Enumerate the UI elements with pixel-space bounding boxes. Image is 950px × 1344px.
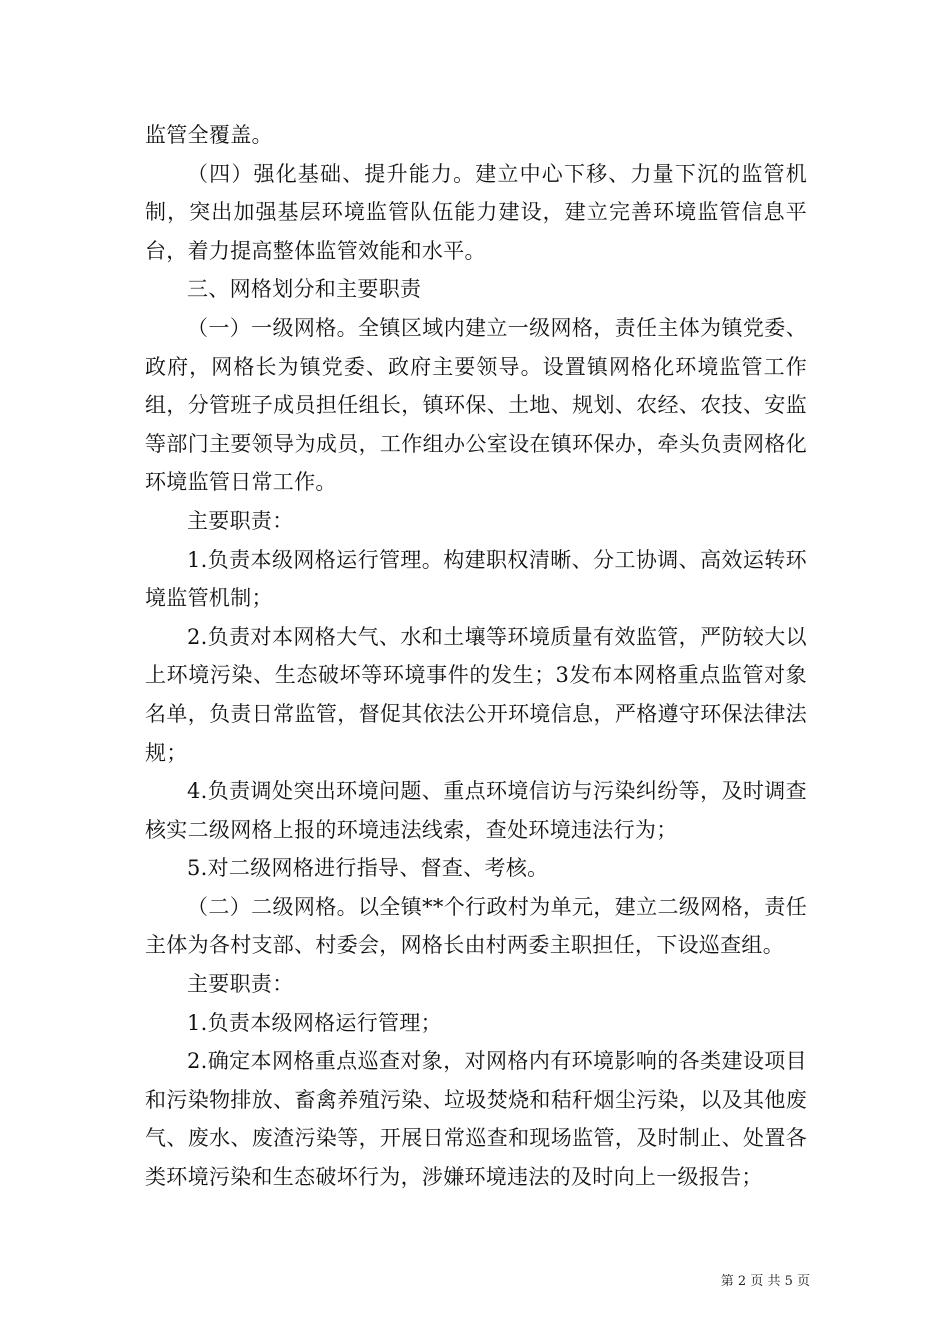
paragraph-level-one-grid: （一）一级网格。全镇区域内建立一级网格，责任主体为镇党委、政府，网格长为镇党委、政府主要领导。设置镇网格化环境监管工作组，分管班子成员担任组长，镇环保、土地、规划、农经、农技、安监等部门主要领导为成员，工作组办公室设在镇环保办，牵头负责网格化环境监管日常工作。 bbox=[145, 315, 807, 495]
list-item: 2.负责对本网格大气、水和土壤等环境质量有效监管，严防较大以上环境污染、生态破坏等环境事件的发生；3发布本网格重点监管对象名单，负责日常监管，督促其依法公开环境信息，严格遵守环保法律法规； bbox=[145, 624, 807, 765]
list-item: 2.确定本网格重点巡查对象，对网格内有环境影响的各类建设项目和污染物排放、畜禽养殖污染、垃圾焚烧和秸秆烟尘污染，以及其他废气、废水、废渣污染等，开展日常巡查和现场监管，及时制止、处置各类环境污染和生态破坏行为，涉嫌环境违法的及时向上一级报告； bbox=[145, 1049, 807, 1190]
paragraph-section-four: （四）强化基础、提升能力。建立中心下移、力量下沉的监管机制，突出加强基层环境监管队伍能力建设，建立完善环境监管信息平台，着力提高整体监管效能和水平。 bbox=[145, 161, 807, 263]
list-item: 5.对二级网格进行指导、督查、考核。 bbox=[187, 856, 549, 881]
list-item: 4.负责调处突出环境问题、重点环境信访与污染纠纷等，及时调查核实二级网格上报的环境违法线索，查处环境违法行为； bbox=[145, 779, 807, 842]
duties-heading: 主要职责： bbox=[187, 508, 294, 533]
list-item: 1.负责本级网格运行管理。构建职权清晰、分工协调、高效运转环境监管机制； bbox=[145, 547, 807, 611]
duties-heading: 主要职责： bbox=[187, 972, 294, 997]
paragraph-level-two-grid: （二）二级网格。以全镇**个行政村为单元，建立二级网格，责任主体为各村支部、村委会，网格长由村两委主职担任，下设巡查组。 bbox=[145, 894, 807, 958]
list-item: 1.负责本级网格运行管理； bbox=[187, 1010, 442, 1035]
document-body bbox=[145, 116, 807, 1197]
page-number-footer: 第 2 页 共 5 页 bbox=[720, 1274, 810, 1289]
paragraph: 监管全覆盖。 bbox=[145, 123, 273, 147]
section-heading-three: 三、网格划分和主要职责 bbox=[187, 277, 422, 302]
